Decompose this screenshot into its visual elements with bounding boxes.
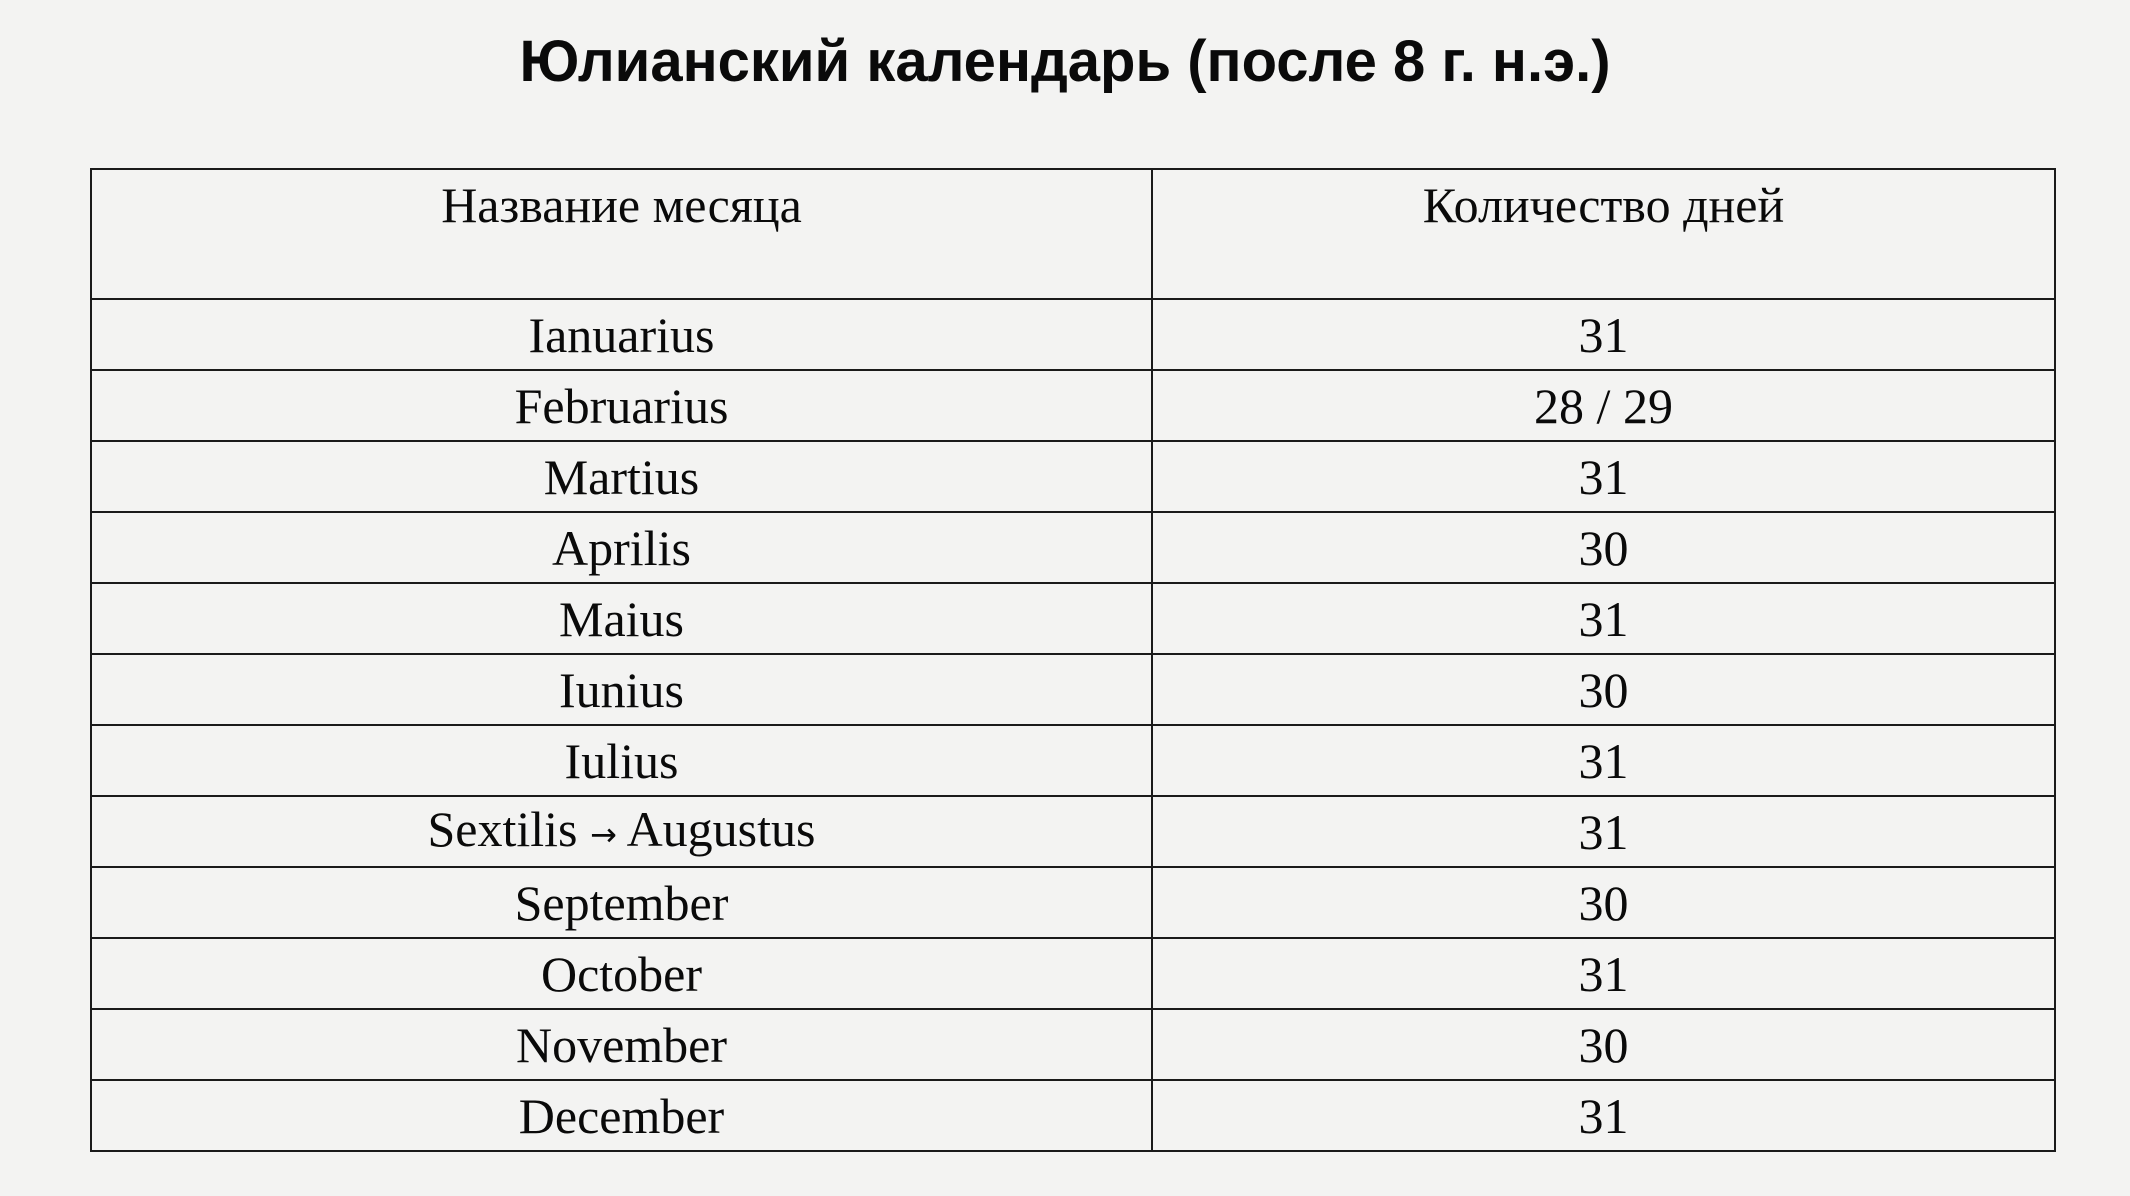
days-count-cell: 31: [1152, 583, 2055, 654]
table-row: [91, 299, 2055, 370]
month-name-cell: October: [91, 938, 1152, 1009]
days-count-cell: 31: [1152, 441, 2055, 512]
table-row: [91, 725, 2055, 796]
table-row: [91, 654, 2055, 725]
month-name-cell: Maius: [91, 583, 1152, 654]
month-name-cell: Iunius: [91, 654, 1152, 725]
old-month-name: Sextilis: [427, 800, 578, 857]
days-count-cell: 31: [1152, 725, 2055, 796]
days-count-cell: 28 / 29: [1152, 370, 2055, 441]
table-row: [91, 441, 2055, 512]
month-name-cell: Februarius: [91, 370, 1152, 441]
month-name-cell: November: [91, 1009, 1152, 1080]
month-name-cell: Aprilis: [91, 512, 1152, 583]
table-row: [91, 512, 2055, 583]
table-row: [91, 583, 2055, 654]
new-month-name: Augustus: [626, 800, 816, 857]
right-arrow-icon: →: [590, 815, 617, 854]
column-header-month-name: Название месяца: [91, 169, 1152, 299]
days-count-cell: 31: [1152, 1080, 2055, 1151]
month-name-cell: Martius: [91, 441, 1152, 512]
table-row: [91, 796, 2055, 867]
days-count-cell: 30: [1152, 867, 2055, 938]
table-row: [91, 370, 2055, 441]
days-count-cell: 30: [1152, 512, 2055, 583]
days-count-cell: 31: [1152, 299, 2055, 370]
month-name-cell: [91, 796, 1152, 867]
page-title: Юлианский календарь (после 8 г. н.э.): [519, 29, 1611, 94]
table-row: [91, 867, 2055, 938]
calendar-table: [90, 168, 2056, 1152]
table-row: [91, 938, 2055, 1009]
month-name-cell: Ianuarius: [91, 299, 1152, 370]
month-name-cell: December: [91, 1080, 1152, 1151]
table-header-row: [91, 169, 2055, 299]
month-name-cell: September: [91, 867, 1152, 938]
table-row: [91, 1009, 2055, 1080]
days-count-cell: 30: [1152, 654, 2055, 725]
month-name-cell: Iulius: [91, 725, 1152, 796]
days-count-cell: 30: [1152, 1009, 2055, 1080]
table-row: [91, 1080, 2055, 1151]
days-count-cell: 31: [1152, 796, 2055, 867]
days-count-cell: 31: [1152, 938, 2055, 1009]
column-header-days-count: Количество дней: [1152, 169, 2055, 299]
